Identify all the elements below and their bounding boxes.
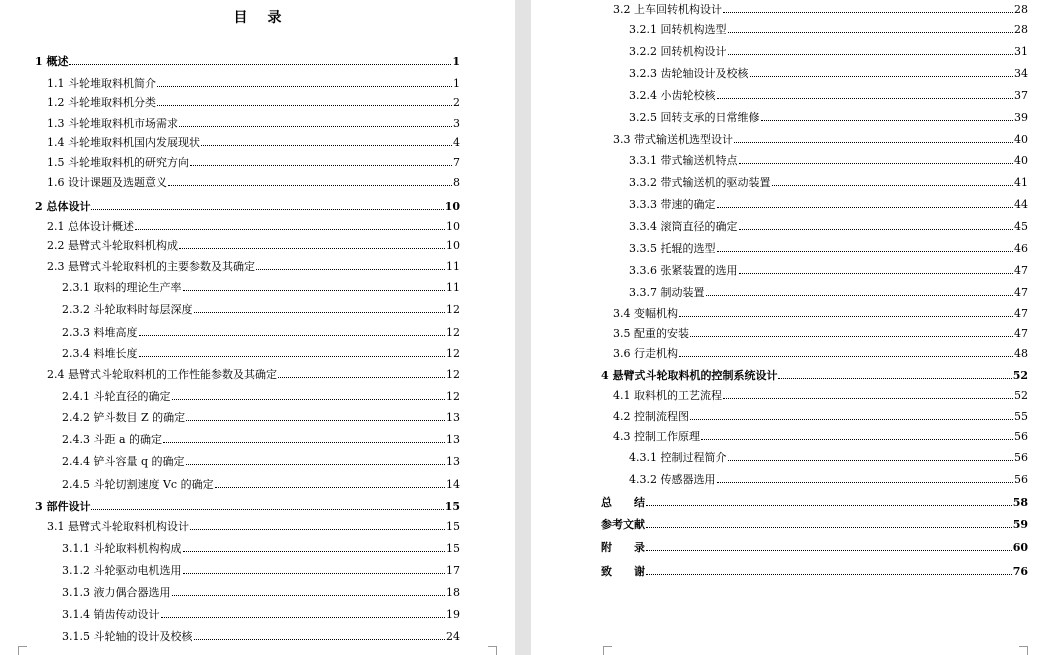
toc-entry[interactable] [47, 171, 460, 189]
toc-entry[interactable] [47, 112, 460, 130]
toc-leader-dots [186, 464, 445, 465]
toc-leader-dots [728, 460, 1014, 461]
toc-entry-label: 2.4.1 斗轮直径的确定 [62, 390, 171, 403]
toc-entry-label: 3.1 悬臂式斗轮取料机构设计 [47, 520, 189, 533]
toc-leader-dots [706, 295, 1014, 296]
toc-entry-label: 1.2 斗轮堆取料机分类 [47, 96, 156, 109]
toc-page-number: 31 [1014, 45, 1028, 58]
toc-leader-dots [91, 509, 443, 510]
toc-leader-dots [646, 527, 1012, 528]
toc-leader-dots [778, 378, 1011, 379]
toc-page-number: 34 [1014, 67, 1028, 80]
toc-leader-dots [761, 120, 1014, 121]
margin-mark [1019, 646, 1028, 655]
toc-page-number: 12 [446, 303, 460, 316]
toc-page-number: 1 [453, 77, 460, 90]
toc-page-number: 56 [1014, 430, 1028, 443]
toc-page-number: 44 [1014, 198, 1028, 211]
toc-entry-label: 3 部件设计 [35, 500, 91, 513]
toc-entry-label: 3.2.1 回转机构选型 [629, 23, 727, 36]
toc-entry-label: 2.3.4 料堆长度 [62, 347, 138, 360]
toc-entry[interactable] [62, 450, 460, 468]
margin-mark [18, 646, 27, 655]
toc-leader-dots [183, 551, 446, 552]
toc-leader-dots [278, 377, 445, 378]
toc-page-number: 56 [1014, 473, 1028, 486]
toc-page-number: 52 [1014, 389, 1028, 402]
toc-leader-dots [734, 142, 1013, 143]
toc-entry-label: 3.1.4 销齿传动设计 [62, 608, 160, 621]
toc-leader-dots [168, 185, 452, 186]
toc-entry-label: 参考文献 [601, 518, 645, 531]
toc-leader-dots [186, 420, 445, 421]
toc-entry[interactable] [629, 106, 1028, 124]
toc-leader-dots [194, 639, 446, 640]
toc-page-number: 17 [446, 564, 460, 577]
toc-leader-dots [190, 165, 452, 166]
toc-page-number: 52 [1012, 369, 1028, 382]
toc-entry[interactable] [35, 495, 460, 513]
toc-entry-label: 4.1 取料机的工艺流程 [613, 389, 722, 402]
toc-leader-dots [172, 595, 446, 596]
toc-leader-dots [215, 487, 445, 488]
toc-entry-label: 3.2.3 齿轮轴设计及校核 [629, 67, 749, 80]
toc-entry-label: 3.2 上车回转机构设计 [613, 3, 722, 16]
toc-leader-dots [723, 12, 1013, 13]
toc-entry[interactable] [601, 364, 1028, 382]
toc-page-number: 40 [1014, 154, 1028, 167]
toc-entry-label: 4 悬臂式斗轮取料机的控制系统设计 [601, 369, 778, 382]
toc-entry-label: 3.3.2 带式输送机的驱动装置 [629, 176, 771, 189]
toc-leader-dots [717, 207, 1014, 208]
toc-entry[interactable] [47, 131, 460, 149]
toc-page-number: 47 [1014, 307, 1028, 320]
toc-page-number: 45 [1014, 220, 1028, 233]
toc-page-number: 13 [446, 455, 460, 468]
toc-entry-label: 4.3.2 传感器选用 [629, 473, 716, 486]
toc-entry-label: 总 结 [601, 496, 645, 509]
toc-entry-label: 4.3 控制工作原理 [613, 430, 700, 443]
toc-entry[interactable] [629, 40, 1028, 58]
toc-entry-label: 1.5 斗轮堆取料机的研究方向 [47, 156, 189, 169]
toc-page-number: 12 [446, 347, 460, 360]
toc-entry-label: 1 概述 [35, 55, 69, 68]
toc-leader-dots [179, 248, 445, 249]
toc-entry-label: 3.3 带式输送机选型设计 [613, 133, 733, 146]
toc-entry[interactable] [62, 406, 460, 424]
toc-leader-dots [717, 251, 1014, 252]
toc-entry[interactable] [613, 384, 1028, 402]
toc-page-number: 8 [453, 176, 460, 189]
toc-entry[interactable] [629, 259, 1028, 277]
toc-entry[interactable] [47, 215, 460, 233]
toc-leader-dots [679, 316, 1013, 317]
toc-entry-label: 致 谢 [601, 565, 645, 578]
toc-page-number: 58 [1012, 496, 1028, 509]
toc-page-number: 15 [446, 520, 460, 533]
toc-page-number: 10 [446, 239, 460, 252]
toc-entry-label: 3.1.2 斗轮驱动电机选用 [62, 564, 182, 577]
toc-entry[interactable] [629, 193, 1028, 211]
toc-entry[interactable] [62, 342, 460, 360]
toc-entry-label: 2.4.3 斗距 a 的确定 [62, 433, 163, 446]
toc-page-number: 4 [453, 136, 460, 149]
toc-page-number: 13 [446, 433, 460, 446]
toc-page-number: 3 [453, 117, 460, 130]
toc-leader-dots [723, 398, 1013, 399]
toc-leader-dots [183, 573, 446, 574]
toc-leader-dots [91, 209, 443, 210]
toc-entry-label: 3.2.2 回转机构设计 [629, 45, 727, 58]
toc-page-number: 55 [1014, 410, 1028, 423]
toc-entry[interactable] [62, 581, 460, 599]
toc-entry[interactable] [47, 72, 460, 90]
toc-leader-dots [190, 529, 445, 530]
toc-leader-dots [183, 290, 446, 291]
toc-entry-label: 3.3.1 带式输送机特点 [629, 154, 738, 167]
toc-entry-label: 3.3.5 托辊的选型 [629, 242, 716, 255]
toc-entry-label: 3.6 行走机构 [613, 347, 678, 360]
page-gap [515, 0, 531, 655]
toc-page-number: 39 [1014, 111, 1028, 124]
toc-entry-label: 3.2.4 小齿轮校核 [629, 89, 716, 102]
toc-leader-dots [139, 335, 446, 336]
toc-entry[interactable] [601, 513, 1028, 531]
toc-entry-label: 2.4.2 铲斗数目 Z 的确定 [62, 411, 186, 424]
toc-page-number: 1 [452, 55, 460, 68]
toc-entry-label: 1.4 斗轮堆取料机国内发展现状 [47, 136, 200, 149]
toc-leader-dots [163, 442, 445, 443]
toc-entry-label: 3.3.3 带速的确定 [629, 198, 716, 211]
toc-entry[interactable] [62, 298, 460, 316]
toc-entry[interactable] [62, 559, 460, 577]
toc-entry-label: 3.2.5 回转支承的日常维修 [629, 111, 760, 124]
toc-entry[interactable] [47, 515, 460, 533]
toc-entry[interactable] [629, 446, 1028, 464]
toc-page-number: 12 [446, 390, 460, 403]
toc-leader-dots [690, 336, 1013, 337]
toc-page-number: 47 [1014, 264, 1028, 277]
toc-entry[interactable] [629, 215, 1028, 233]
toc-page-number: 7 [453, 156, 460, 169]
toc-entry[interactable] [62, 321, 460, 339]
toc-page-number: 24 [446, 630, 460, 643]
toc-page-number: 28 [1014, 3, 1028, 16]
toc-page-number: 59 [1012, 518, 1028, 531]
toc-entry-label: 2.3.1 取料的理论生产率 [62, 281, 182, 294]
toc-entry-label: 2.4.4 铲斗容量 q 的确定 [62, 455, 185, 468]
toc-page-number: 13 [446, 411, 460, 424]
toc-entry-label: 2.3.3 料堆高度 [62, 326, 138, 339]
toc-page-number: 11 [446, 260, 460, 273]
toc-leader-dots [772, 185, 1014, 186]
toc-entry[interactable] [629, 468, 1028, 486]
toc-leader-dots [194, 312, 446, 313]
toc-page-number: 14 [446, 478, 460, 491]
toc-entry-label: 2.3.2 斗轮取料时每层深度 [62, 303, 193, 316]
toc-leader-dots [135, 229, 445, 230]
toc-entry[interactable] [613, 342, 1028, 360]
toc-page-number: 15 [446, 542, 460, 555]
toc-page-number: 60 [1012, 541, 1028, 554]
toc-leader-dots [179, 126, 452, 127]
toc-leader-dots [728, 54, 1014, 55]
toc-leader-dots [739, 273, 1014, 274]
toc-leader-dots [139, 356, 446, 357]
toc-entry-label: 1.6 设计课题及选题意义 [47, 176, 167, 189]
toc-leader-dots [728, 32, 1014, 33]
toc-entry[interactable] [47, 363, 460, 381]
toc-entry[interactable] [629, 149, 1028, 167]
toc-entry-label: 1.1 斗轮堆取料机简介 [47, 77, 156, 90]
toc-entry-label: 3.4 变幅机构 [613, 307, 678, 320]
toc-entry[interactable] [62, 473, 460, 491]
toc-leader-dots [157, 105, 452, 106]
toc-entry-label: 1.3 斗轮堆取料机市场需求 [47, 117, 178, 130]
toc-entry[interactable] [62, 276, 460, 294]
toc-entry[interactable] [62, 625, 460, 643]
toc-page-number: 15 [444, 500, 460, 513]
toc-entry[interactable] [601, 491, 1028, 509]
toc-entry[interactable] [47, 234, 460, 252]
toc-leader-dots [739, 163, 1014, 164]
toc-page-number: 2 [453, 96, 460, 109]
toc-page-number: 56 [1014, 451, 1028, 464]
toc-entry[interactable] [35, 195, 460, 213]
toc-heading: 目 录 [233, 10, 282, 26]
toc-entry-label: 2.3 悬臂式斗轮取料机的主要参数及其确定 [47, 260, 255, 273]
toc-entry-label: 4.2 控制流程图 [613, 410, 689, 423]
toc-entry[interactable] [613, 425, 1028, 443]
toc-page-left [0, 0, 515, 655]
toc-leader-dots [701, 439, 1013, 440]
toc-leader-dots [201, 145, 452, 146]
margin-mark [603, 646, 612, 655]
toc-leader-dots [646, 550, 1012, 551]
toc-leader-dots [157, 86, 452, 87]
toc-entry[interactable] [47, 91, 460, 109]
toc-entry-label: 3.5 配重的安装 [613, 327, 689, 340]
toc-leader-dots [679, 356, 1013, 357]
toc-leader-dots [256, 269, 445, 270]
toc-leader-dots [172, 399, 446, 400]
toc-entry[interactable] [629, 171, 1028, 189]
toc-entry[interactable] [629, 237, 1028, 255]
toc-entry-label: 4.3.1 控制过程简介 [629, 451, 727, 464]
toc-entry[interactable] [613, 0, 1028, 16]
toc-leader-dots [646, 574, 1012, 575]
toc-entry[interactable] [613, 405, 1028, 423]
toc-leader-dots [739, 229, 1014, 230]
toc-page-number: 47 [1014, 286, 1028, 299]
toc-page-number: 40 [1014, 133, 1028, 146]
toc-entry[interactable] [601, 536, 1028, 554]
toc-page-number: 12 [446, 326, 460, 339]
toc-leader-dots [161, 617, 446, 618]
toc-entry-label: 3.1.5 斗轮轴的设计及校核 [62, 630, 193, 643]
toc-entry-label: 2.1 总体设计概述 [47, 220, 134, 233]
toc-entry[interactable] [629, 84, 1028, 102]
toc-page-right [531, 0, 1046, 655]
toc-entry[interactable] [62, 603, 460, 621]
toc-page-number: 10 [446, 220, 460, 233]
toc-entry[interactable] [62, 428, 460, 446]
toc-entry[interactable] [613, 128, 1028, 146]
toc-entry[interactable] [613, 302, 1028, 320]
margin-mark [488, 646, 497, 655]
toc-page-number: 12 [446, 368, 460, 381]
toc-entry[interactable] [62, 385, 460, 403]
toc-entry-label: 3.1.1 斗轮取料机构构成 [62, 542, 182, 555]
toc-entry[interactable] [629, 62, 1028, 80]
toc-page-number: 11 [446, 281, 460, 294]
toc-leader-dots [717, 482, 1014, 483]
toc-leader-dots [690, 419, 1013, 420]
toc-leader-dots [750, 76, 1014, 77]
toc-entry[interactable] [47, 255, 460, 273]
toc-entry-label: 2.2 悬臂式斗轮取料机构成 [47, 239, 178, 252]
toc-entry-label: 2.4.5 斗轮切割速度 Vc 的确定 [62, 478, 214, 491]
toc-page-number: 48 [1014, 347, 1028, 360]
toc-entry[interactable] [629, 18, 1028, 36]
toc-page-number: 18 [446, 586, 460, 599]
toc-leader-dots [717, 98, 1014, 99]
toc-page-number: 19 [446, 608, 460, 621]
toc-entry-label: 3.3.4 滚筒直径的确定 [629, 220, 738, 233]
toc-entry-label: 3.3.7 制动装置 [629, 286, 705, 299]
toc-page-number: 46 [1014, 242, 1028, 255]
toc-entry[interactable] [35, 50, 460, 68]
toc-entry[interactable] [47, 151, 460, 169]
toc-leader-dots [69, 64, 451, 65]
toc-entry[interactable] [629, 281, 1028, 299]
toc-page-number: 76 [1012, 565, 1028, 578]
toc-leader-dots [646, 505, 1012, 506]
toc-page-number: 28 [1014, 23, 1028, 36]
toc-entry[interactable] [613, 322, 1028, 340]
toc-page-number: 47 [1014, 327, 1028, 340]
toc-entry[interactable] [62, 537, 460, 555]
toc-page-number: 41 [1014, 176, 1028, 189]
toc-entry-label: 附 录 [601, 541, 645, 554]
toc-entry-label: 3.3.6 张紧装置的选用 [629, 264, 738, 277]
toc-entry[interactable] [601, 560, 1028, 578]
toc-page-number: 37 [1014, 89, 1028, 102]
toc-entry-label: 2 总体设计 [35, 200, 91, 213]
toc-entry-label: 3.1.3 液力偶合器选用 [62, 586, 171, 599]
toc-entry-label: 2.4 悬臂式斗轮取料机的工作性能参数及其确定 [47, 368, 277, 381]
toc-page-number: 10 [444, 200, 460, 213]
